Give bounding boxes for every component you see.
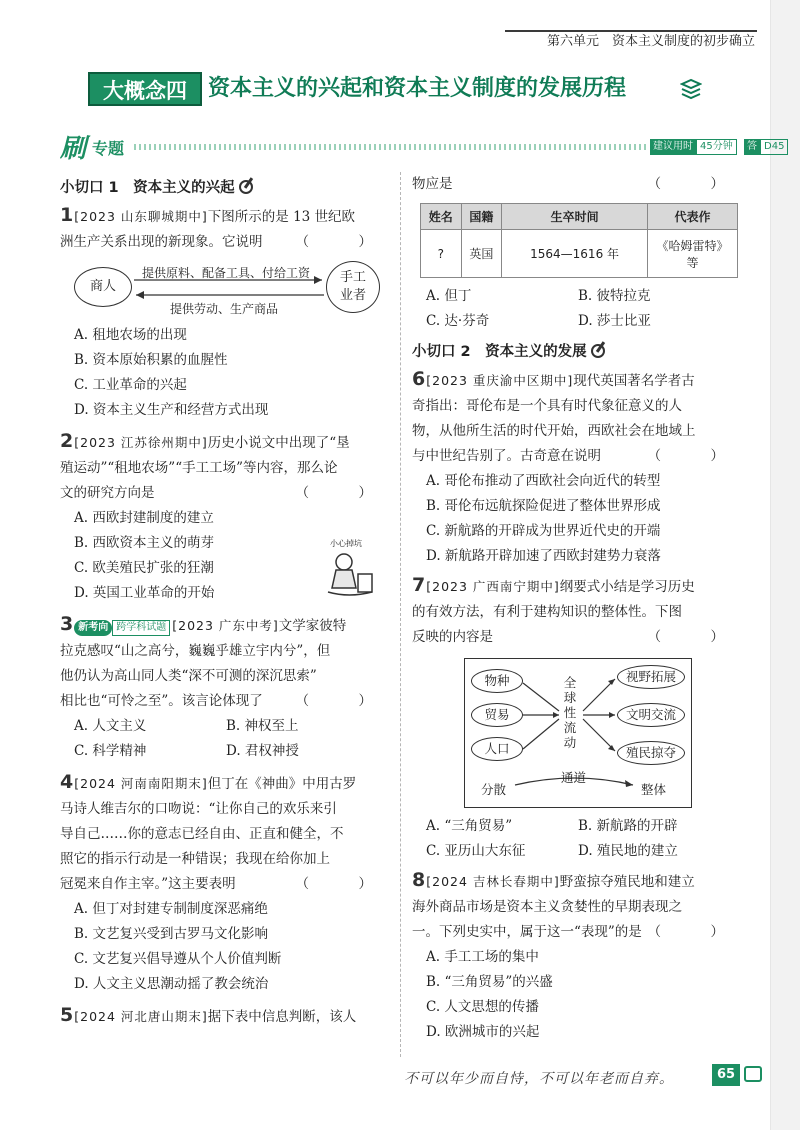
mascot-illustration <box>322 540 376 600</box>
option[interactable]: D. 资本主义生产和经营方式出现 <box>74 402 269 418</box>
question-text: 但丁在《神曲》中用古罗 <box>207 776 357 792</box>
question-text: 与中世纪告别了。古奇意在说明 <box>412 448 601 464</box>
question-text: 奇指出：哥伦布是一个具有时代象征意义的人 <box>412 398 682 414</box>
question-3 <box>60 612 390 764</box>
label-whole: 整体 <box>641 782 667 797</box>
option[interactable]: C. 科学精神 <box>74 743 147 759</box>
answer-blank[interactable]: （ ） <box>295 693 390 709</box>
cross-subject-tag: 跨学科试题 <box>112 620 170 636</box>
option[interactable]: A. 西欧封建制度的建立 <box>74 510 214 526</box>
question-text: 现代英国著名学者古 <box>573 373 695 389</box>
question-source: [2023 江苏徐州期中] <box>74 435 208 450</box>
flow-label-top: 提供原料、配备工具、付给工资 <box>142 266 311 280</box>
question-text: 文学家彼特 <box>278 618 347 634</box>
answer-label: 答案 <box>744 139 760 155</box>
option[interactable]: C. 人文思想的传播 <box>426 999 539 1015</box>
options-row <box>412 309 742 334</box>
question-text: 反映的内容是 <box>412 629 493 645</box>
question-number: 3 <box>60 613 74 635</box>
question-source: [2023 山东聊城期中] <box>74 209 208 224</box>
question-source: [2024 吉林长春期中] <box>426 874 560 889</box>
section-2-title: 小切口 2 资本主义的发展 <box>412 344 587 360</box>
option[interactable]: A. 但丁 <box>426 288 472 304</box>
question-text: 马诗人维吉尔的口吻说：“让你自己的欢乐来引 <box>60 801 337 817</box>
option[interactable]: C. 新航路的开辟成为世界近代史的开端 <box>426 523 661 539</box>
node-exchange: 文明交流 <box>617 703 685 727</box>
table-header: 代表作 <box>648 204 738 230</box>
time-label: 建议用时 <box>650 139 696 155</box>
question-number: 2 <box>60 430 74 452</box>
node-trade: 贸易 <box>471 703 523 727</box>
question-4 <box>60 770 390 997</box>
option[interactable]: D. 殖民地的建立 <box>578 843 678 859</box>
option[interactable]: B. 新航路的开辟 <box>578 818 678 834</box>
option[interactable]: C. 文艺复兴倡导遵从个人价值判断 <box>74 951 282 967</box>
question-8 <box>412 868 742 1045</box>
question-text: 据下表中信息判断，该人 <box>207 1009 357 1025</box>
question-source: [2024 河北唐山期末] <box>74 1009 208 1024</box>
page-edge-stripe <box>770 0 800 1130</box>
question-text: 海外商品市场是资本主义贪婪性的早期表现之 <box>412 899 682 915</box>
topic-header <box>60 128 785 168</box>
table-cell: ? <box>421 230 462 278</box>
big-concept-badge: 大概念四 <box>88 72 202 106</box>
answer-blank[interactable]: （ ） <box>295 234 390 250</box>
question-text: 一。下列史实中，属于这一“表现”的是 <box>412 924 642 940</box>
answer-blank[interactable]: （ ） <box>295 485 390 501</box>
option[interactable]: D. 莎士比亚 <box>578 313 651 329</box>
question-number: 8 <box>412 869 426 891</box>
option[interactable]: A. 哥伦布推动了西欧社会向近代的转型 <box>426 473 661 489</box>
footer-motto: 不可以年少而自恃，不可以年老而自弃。 <box>404 1071 674 1087</box>
section-1-heading <box>60 176 390 197</box>
option[interactable]: A. 人文主义 <box>74 718 147 734</box>
table-header: 生卒时间 <box>502 204 648 230</box>
option[interactable]: B. 西欧资本主义的萌芽 <box>74 535 215 551</box>
table-cell: 《哈姆雷特》等 <box>648 230 738 278</box>
question-6 <box>412 367 742 569</box>
question-text: 物应是 <box>412 176 453 192</box>
answer-blank[interactable]: （ ） <box>647 176 742 192</box>
question-text: 文的研究方向是 <box>60 485 155 501</box>
topic-sub: 专题 <box>92 139 125 158</box>
time-badge <box>650 139 737 155</box>
options-row <box>412 839 742 864</box>
pen-icon <box>239 180 253 194</box>
unit-label: 第六单元 资本主义制度的初步确立 <box>546 34 755 49</box>
option[interactable]: A. 手工工场的集中 <box>426 949 539 965</box>
question-text: 拉克感叹“山之高兮，巍巍乎雄立宇内兮”，但 <box>60 643 331 659</box>
topic-divider <box>134 144 646 150</box>
answer-blank[interactable]: （ ） <box>647 629 742 645</box>
book-stack-icon <box>680 78 702 100</box>
page-header <box>0 0 800 52</box>
option[interactable]: D. 欧洲城市的兴起 <box>426 1024 540 1040</box>
right-column <box>412 172 742 1045</box>
options-row <box>60 739 390 764</box>
production-relation-diagram <box>60 259 390 319</box>
question-source: [2023 广东中考] <box>172 618 279 633</box>
question-source: [2024 河南南阳期末] <box>74 776 208 791</box>
node-plunder: 殖民掠夺 <box>617 741 685 765</box>
option[interactable]: A. 但丁对封建专制制度深恶痛绝 <box>74 901 268 917</box>
question-text: 纲要式小结是学习历史 <box>559 579 695 595</box>
page-title: 资本主义的兴起和资本主义制度的发展历程 <box>208 76 627 101</box>
answer-blank[interactable]: （ ） <box>647 448 742 464</box>
global-flow-diagram <box>464 658 692 808</box>
node-species: 物种 <box>471 669 523 693</box>
book-icon <box>744 1066 762 1082</box>
question-text: 下图所示的是 13 世纪欧 <box>207 209 356 225</box>
question-text: 导自己……你的意志已经自由、正直和健全，不 <box>60 826 344 842</box>
question-text: 他仍认为高山同人类“深不可测的深沉思索” <box>60 668 317 684</box>
person-info-table <box>420 203 738 278</box>
answer-blank[interactable]: （ ） <box>295 876 390 892</box>
option[interactable]: B. 资本原始积累的血腥性 <box>74 352 228 368</box>
answer-blank[interactable]: （ ） <box>647 924 742 940</box>
question-number: 5 <box>60 1004 74 1026</box>
table-header: 国籍 <box>461 204 502 230</box>
answer-badge <box>744 139 788 168</box>
pen-icon <box>591 344 605 358</box>
section-2-heading <box>412 340 742 361</box>
option[interactable]: B. 神权至上 <box>226 718 299 734</box>
option[interactable]: C. 欧美殖民扩张的狂潮 <box>74 560 214 576</box>
mascot-caption: 小心掉坑 <box>330 539 362 548</box>
question-5 <box>60 1003 390 1030</box>
question-source: [2023 广西南宁期中] <box>426 579 560 594</box>
answer-value: D45 <box>760 139 788 155</box>
question-5-continued <box>412 172 742 197</box>
question-text: 相比也“可怜之至”。该言论体现了 <box>60 693 263 709</box>
option[interactable]: C. 亚历山大东征 <box>426 843 526 859</box>
label-dispersed: 分散 <box>481 782 507 797</box>
option[interactable]: A. 租地农场的出现 <box>74 327 187 343</box>
question-text: 的有效方法，有利于建构知识的整体性。下图 <box>412 604 682 620</box>
question-text: 洲生产关系出现的新现象。它说明 <box>60 234 263 250</box>
new-trend-tag: 新考向 <box>74 620 112 636</box>
options-row <box>412 814 742 839</box>
option[interactable]: B. 彼特拉克 <box>578 288 651 304</box>
artisan-node: 手工 业者 <box>326 261 380 313</box>
question-source: [2023 重庆渝中区期中] <box>426 373 574 388</box>
question-7 <box>412 573 742 864</box>
node-horizon: 视野拓展 <box>617 665 685 689</box>
question-number: 6 <box>412 368 426 390</box>
option[interactable]: C. 工业革命的兴起 <box>74 377 187 393</box>
option[interactable]: B. “三角贸易”的兴盛 <box>426 974 553 990</box>
question-number: 4 <box>60 771 74 793</box>
column-divider <box>400 172 401 1057</box>
flow-label-bottom: 提供劳动、生产商品 <box>170 302 279 316</box>
section-1-title: 小切口 1 资本主义的兴起 <box>60 180 235 196</box>
option[interactable]: D. 英国工业革命的开始 <box>74 585 215 601</box>
option[interactable]: D. 人文主义思潮动摇了教会统治 <box>74 976 269 992</box>
question-text: 殖运动”“租地农场”“手工工场”等内容，那么论 <box>60 460 338 476</box>
topic-shua: 刷 <box>60 134 87 164</box>
option[interactable]: D. 新航路开辟加速了西欧封建势力衰落 <box>426 548 661 564</box>
node-population: 人口 <box>471 737 523 761</box>
table-row <box>421 230 738 278</box>
question-number: 7 <box>412 574 426 596</box>
node-global-flow: 全球性流动 <box>563 675 577 750</box>
option[interactable]: D. 君权神授 <box>226 743 299 759</box>
table-header: 姓名 <box>421 204 462 230</box>
option[interactable]: A. “三角贸易” <box>426 818 513 834</box>
options-row <box>412 284 742 309</box>
question-number: 1 <box>60 204 74 226</box>
question-text: 照它的指示行动是一种错误；我现在给你加上 <box>60 851 330 867</box>
table-header-row <box>421 204 738 230</box>
question-text: 冠冕来自作主宰。”这主要表明 <box>60 876 236 892</box>
option[interactable]: C. 达·芬奇 <box>426 313 490 329</box>
time-value: 45分钟 <box>696 139 737 155</box>
label-channel: 通道 <box>561 770 587 785</box>
merchant-node: 商人 <box>74 267 132 307</box>
option[interactable]: B. 文艺复兴受到古罗马文化影响 <box>74 926 269 942</box>
question-text: 物，从他所生活的时代开始，西欧社会在地域上 <box>412 423 696 439</box>
page-number: 65 <box>712 1064 740 1086</box>
question-text: 野蛮掠夺殖民地和建立 <box>559 874 695 890</box>
option[interactable]: B. 哥伦布远航探险促进了整体世界形成 <box>426 498 661 514</box>
question-1 <box>60 203 390 423</box>
question-text: 历史小说文中出现了“垦 <box>207 435 350 451</box>
table-cell: 1564—1616 年 <box>502 230 648 278</box>
table-cell: 英国 <box>461 230 502 278</box>
options-row <box>60 714 390 739</box>
left-column <box>60 172 390 1030</box>
